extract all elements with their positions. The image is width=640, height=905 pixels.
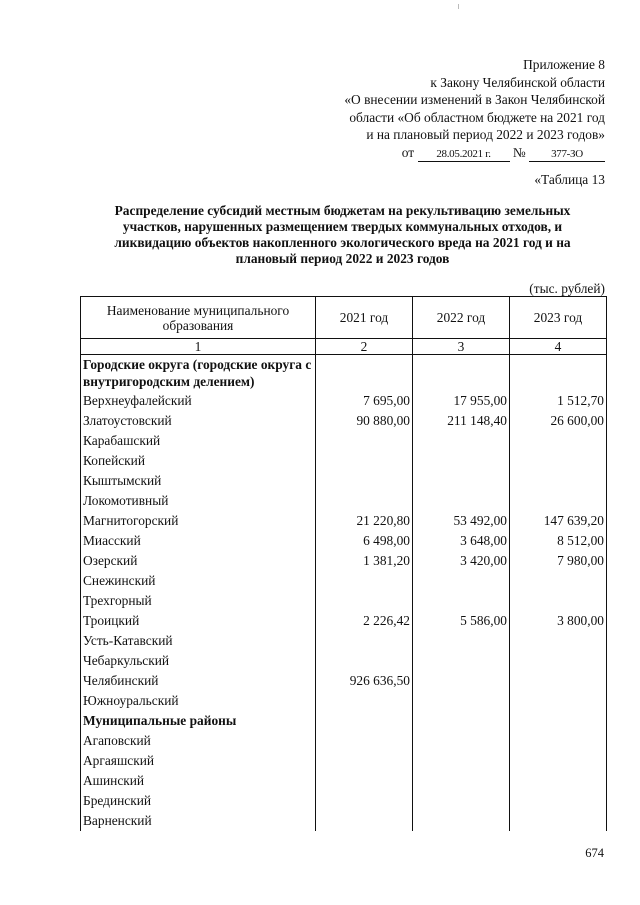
- value-2023: [510, 355, 607, 392]
- value-2021: [316, 491, 413, 511]
- table-row: [81, 771, 607, 791]
- municipality-name: Южноуральский: [81, 691, 316, 711]
- column-header: Наименование муниципального образования: [81, 297, 316, 339]
- table-row: [81, 431, 607, 451]
- value-2023: 147 639,20: [510, 511, 607, 531]
- value-2021: 6 498,00: [316, 531, 413, 551]
- appendix-line: и на плановый период 2022 и 2023 годов»: [366, 127, 605, 142]
- municipality-name: Миасский: [81, 531, 316, 551]
- column-index: 4: [510, 339, 607, 355]
- value-2022: [413, 791, 510, 811]
- value-2022: [413, 751, 510, 771]
- municipality-name: Копейский: [81, 451, 316, 471]
- municipality-name: Городские округа (городские округа с внутригородским делением): [81, 355, 316, 392]
- value-2022: [413, 651, 510, 671]
- column-header: 2021 год: [316, 297, 413, 339]
- table-row: [81, 591, 607, 611]
- value-2021: [316, 355, 413, 392]
- value-2022: [413, 431, 510, 451]
- value-2021: [316, 771, 413, 791]
- value-2023: [510, 731, 607, 751]
- value-2022: 17 955,00: [413, 391, 510, 411]
- value-2023: [510, 691, 607, 711]
- value-2023: [510, 571, 607, 591]
- value-2023: 26 600,00: [510, 411, 607, 431]
- value-2022: [413, 711, 510, 731]
- table-row: [81, 811, 607, 831]
- value-2023: [510, 431, 607, 451]
- value-2022: 5 586,00: [413, 611, 510, 631]
- municipality-name: Челябинский: [81, 671, 316, 691]
- municipality-name: Чебаркульский: [81, 651, 316, 671]
- value-2023: [510, 671, 607, 691]
- value-2022: 211 148,40: [413, 411, 510, 431]
- table-row: [81, 551, 607, 571]
- value-2021: [316, 811, 413, 831]
- value-2022: 53 492,00: [413, 511, 510, 531]
- municipality-name: Магнитогорский: [81, 511, 316, 531]
- law-date: 28.05.2021 г.: [418, 148, 510, 162]
- scan-mark: [458, 4, 459, 9]
- index-row: [81, 339, 607, 355]
- value-2023: [510, 471, 607, 491]
- appendix-line: Приложение 8: [523, 57, 605, 72]
- table-reference: «Таблица 13: [534, 172, 605, 187]
- column-header: 2022 год: [413, 297, 510, 339]
- value-2022: [413, 691, 510, 711]
- value-2023: [510, 491, 607, 511]
- value-2021: [316, 691, 413, 711]
- table-row: [81, 631, 607, 651]
- value-2023: [510, 651, 607, 671]
- value-2023: [510, 591, 607, 611]
- value-2022: [413, 631, 510, 651]
- law-number: 377-ЗО: [529, 148, 605, 162]
- value-2021: [316, 711, 413, 731]
- law-signature-line: [275, 144, 605, 162]
- number-prefix: №: [512, 144, 526, 160]
- table-body: [81, 355, 607, 832]
- value-2021: [316, 451, 413, 471]
- municipality-name: Ашинский: [81, 771, 316, 791]
- value-2023: 8 512,00: [510, 531, 607, 551]
- header-row: [81, 297, 607, 339]
- municipality-name: Локомотивный: [81, 491, 316, 511]
- value-2023: 1 512,70: [510, 391, 607, 411]
- column-index: 3: [413, 339, 510, 355]
- value-2021: [316, 631, 413, 651]
- value-2021: [316, 651, 413, 671]
- appendix-line: области «Об областном бюджете на 2021 год: [349, 109, 605, 125]
- table-row: [81, 391, 607, 411]
- table-row: [81, 471, 607, 491]
- municipality-name: Брединский: [81, 791, 316, 811]
- value-2023: 3 800,00: [510, 611, 607, 631]
- municipality-name: Трехгорный: [81, 591, 316, 611]
- value-2021: [316, 431, 413, 451]
- value-2023: [510, 811, 607, 831]
- municipality-name: Снежинский: [81, 571, 316, 591]
- table-row: [81, 731, 607, 751]
- table-row: [81, 491, 607, 511]
- municipality-name: Усть-Катавский: [81, 631, 316, 651]
- value-2022: [413, 731, 510, 751]
- value-2022: [413, 771, 510, 791]
- value-2023: [510, 771, 607, 791]
- value-2021: 90 880,00: [316, 411, 413, 431]
- table-row: [81, 791, 607, 811]
- appendix-line: к Закону Челябинской области: [430, 74, 605, 90]
- document-title: Распределение субсидий местным бюджетам на рекультивацию земельных участков, нарушенных размещением твердых коммунальных отходов, и ликвидацию объектов накопленного экологического вреда на 2021 год и на плановый период 2022 и 2023 годов: [114, 203, 571, 266]
- value-2023: [510, 791, 607, 811]
- column-index: 1: [81, 339, 316, 355]
- subsidy-table: [80, 296, 607, 831]
- value-2022: [413, 571, 510, 591]
- value-2021: [316, 751, 413, 771]
- municipality-name: Троицкий: [81, 611, 316, 631]
- table-row: [81, 691, 607, 711]
- value-2023: [510, 711, 607, 731]
- value-2021: 21 220,80: [316, 511, 413, 531]
- value-2022: 3 420,00: [413, 551, 510, 571]
- table-row: [81, 751, 607, 771]
- table-row: [81, 611, 607, 631]
- value-2022: [413, 355, 510, 392]
- value-2021: 1 381,20: [316, 551, 413, 571]
- value-2021: [316, 791, 413, 811]
- table-row: [81, 671, 607, 691]
- appendix-line: «О внесении изменений в Закон Челябинской: [344, 92, 605, 107]
- municipality-name: Озерский: [81, 551, 316, 571]
- table-row: [81, 511, 607, 531]
- municipality-name: Агаповский: [81, 731, 316, 751]
- column-header: 2023 год: [510, 297, 607, 339]
- units-label: (тыс. рублей): [529, 281, 605, 296]
- table-row: [81, 571, 607, 591]
- value-2022: [413, 491, 510, 511]
- table-row: [81, 651, 607, 671]
- table-row: [81, 531, 607, 551]
- value-2021: [316, 731, 413, 751]
- value-2022: [413, 471, 510, 491]
- value-2022: [413, 671, 510, 691]
- municipality-name: Варненский: [81, 811, 316, 831]
- value-2023: [510, 451, 607, 471]
- municipality-name: Муниципальные районы: [81, 711, 316, 731]
- page-number: 674: [585, 846, 604, 860]
- municipality-name: Верхнеуфалейский: [81, 391, 316, 411]
- appendix-header: [275, 56, 605, 162]
- table-row: [81, 451, 607, 471]
- municipality-name: Златоустовский: [81, 411, 316, 431]
- table-row: [81, 411, 607, 431]
- value-2021: 926 636,50: [316, 671, 413, 691]
- value-2021: [316, 471, 413, 491]
- value-2022: 3 648,00: [413, 531, 510, 551]
- municipality-name: Аргаяшский: [81, 751, 316, 771]
- value-2022: [413, 811, 510, 831]
- municipality-name: Кыштымский: [81, 471, 316, 491]
- date-prefix: от: [401, 144, 415, 160]
- table-group-row: [81, 355, 607, 392]
- value-2022: [413, 451, 510, 471]
- value-2021: 2 226,42: [316, 611, 413, 631]
- municipality-name: Карабашский: [81, 431, 316, 451]
- value-2023: 7 980,00: [510, 551, 607, 571]
- value-2021: 7 695,00: [316, 391, 413, 411]
- table-group-row: [81, 711, 607, 731]
- value-2021: [316, 571, 413, 591]
- value-2023: [510, 751, 607, 771]
- value-2023: [510, 631, 607, 651]
- column-index: 2: [316, 339, 413, 355]
- value-2022: [413, 591, 510, 611]
- value-2021: [316, 591, 413, 611]
